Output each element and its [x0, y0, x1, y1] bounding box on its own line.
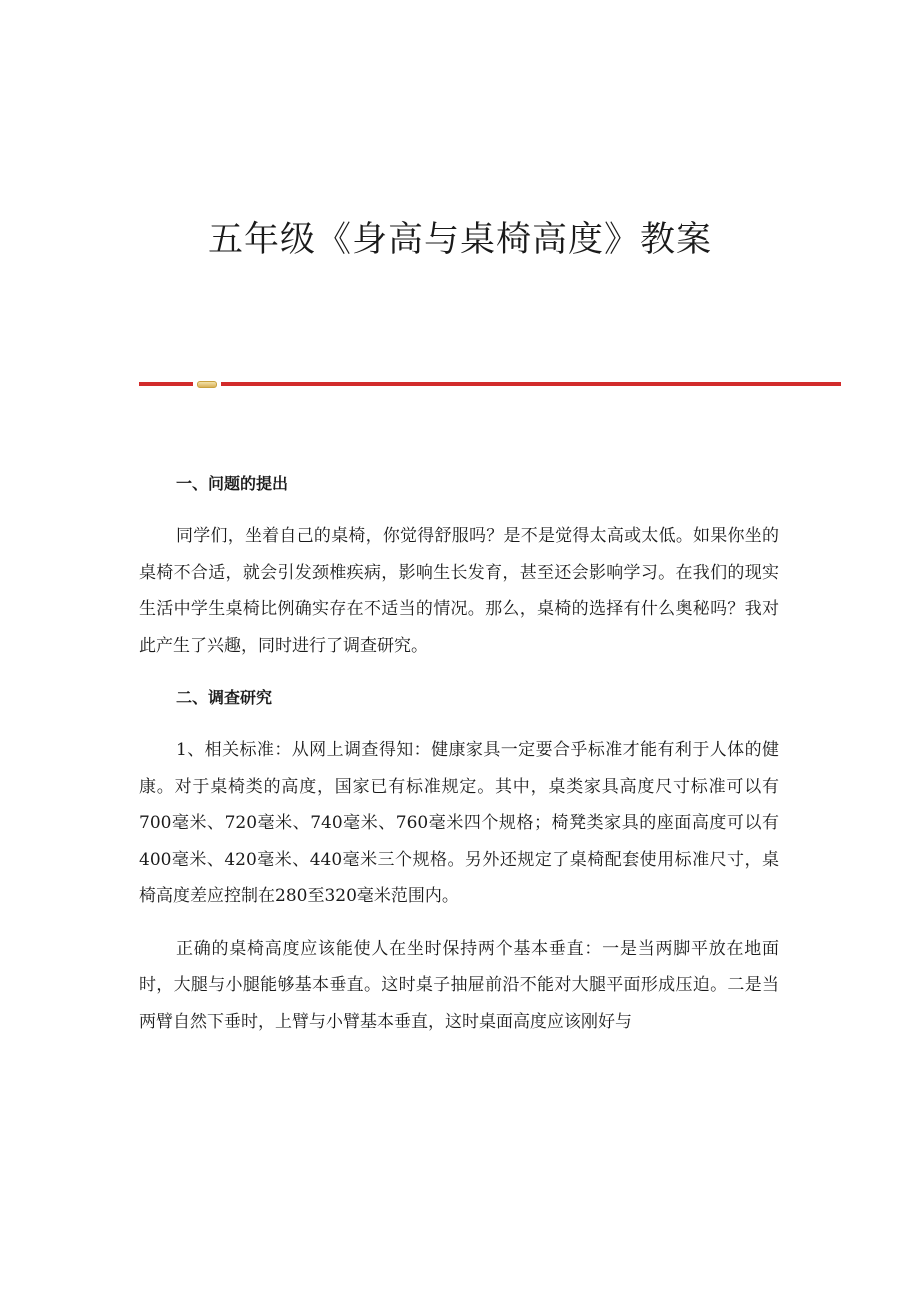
section-heading-2: 二、调查研究 [176, 688, 273, 707]
page-title: 五年级《身高与桌椅高度》教案 [207, 220, 712, 260]
section-heading-1: 一、问题的提出 [176, 474, 289, 493]
section-2-paragraph-2: 正确的桌椅高度应该能使人在坐时保持两个基本垂直：一是当两脚平放在地面时，大腿与小腿能够基本垂直。这时桌子抽屉前沿不能对大腿平面形成压迫。二是当两臂自然下垂时，上臂与小臂基本垂直，这时桌面高度应该刚好与 [139, 938, 779, 1032]
divider-ornament-icon [197, 381, 217, 388]
section-1-paragraph-1: 同学们，坐着自己的桌椅，你觉得舒服吗？是不是觉得太高或太低。如果你坐的桌椅不合适，就会引发颈椎疾病，影响生长发育，甚至还会影响学习。在我们的现实生活中学生桌椅比例确实存在不适当的情况。那么，桌椅的选择有什么奥秘吗？我对此产生了兴趣，同时进行了调查研究。 [139, 526, 779, 656]
divider-right-bar [221, 382, 841, 386]
section-2-paragraph-1: 1、相关标准：从网上调查得知：健康家具一定要合乎标准才能有利于人体的健康。对于桌椅类的高度，国家已有标准规定。其中，桌类家具高度尺寸标准可以有700毫米、720毫米、740毫米、760毫米四个规格；椅凳类家具的座面高度可以有400毫米、420毫米、440毫米三个规格。另外还规定了桌椅配套使用标准尺寸，桌椅高度差应控制在280至320毫米范围内。 [139, 740, 779, 906]
title-divider [139, 380, 841, 390]
divider-left-bar [139, 382, 193, 386]
document-body [139, 466, 779, 1040]
